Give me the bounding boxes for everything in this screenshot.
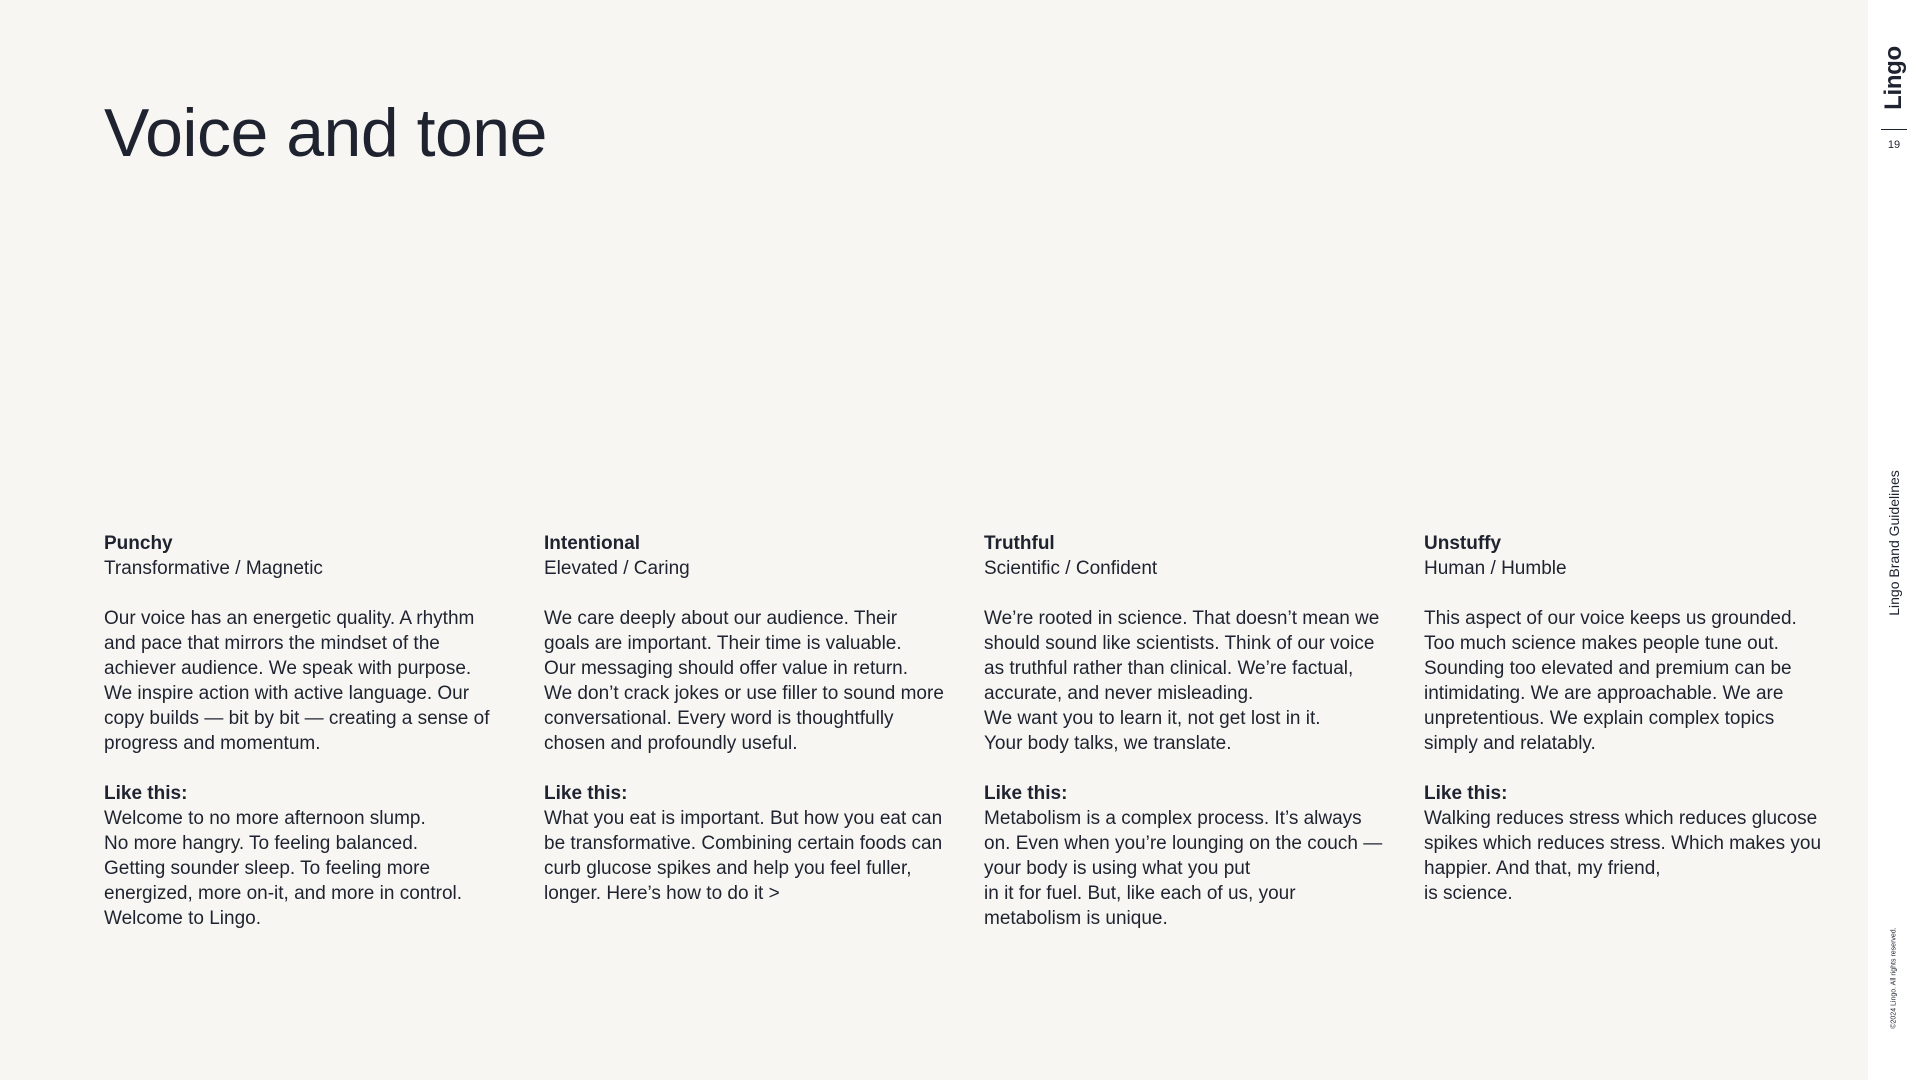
section-label: Lingo Brand Guidelines bbox=[1886, 470, 1902, 616]
column-subtitle: Transformative / Magnetic bbox=[104, 558, 323, 579]
column-title: Punchy bbox=[104, 533, 173, 554]
column-body: This aspect of our voice keeps us grounded. Too much science makes people tune out. Sounding too elevated and premium can be intimidating. We are approachable. We are unpretentious. We explain complex topics simply and relatably. bbox=[1424, 608, 1797, 754]
example-label: Like this: bbox=[104, 783, 188, 804]
example-text: Welcome to no more afternoon slump. No more hangry. To feeling balanced. Getting sounder sleep. To feeling more energized, more on-it, and more in control. Welcome to Lingo. bbox=[104, 808, 463, 929]
example-label: Like this: bbox=[544, 783, 628, 804]
column-title: Unstuffy bbox=[1424, 533, 1502, 554]
column-body: We’re rooted in science. That doesn’t mean we should sound like scientists. Think of our voice as truthful rather than clinical. We’re factual, accurate, and never misleading. We want you to learn it, not get lost in it. Your body talks, we translate. bbox=[984, 608, 1380, 754]
copyright-notice: ©2024 Lingo. All rights reserved. bbox=[1890, 927, 1898, 1029]
column-subtitle: Scientific / Confident bbox=[984, 558, 1158, 579]
page-title: Voice and tone bbox=[104, 95, 547, 171]
sidebar bbox=[1868, 0, 1920, 1080]
example-label: Like this: bbox=[1424, 783, 1508, 804]
voice-column-truthful bbox=[984, 531, 1404, 931]
example-text: What you eat is important. But how you eat can be transformative. Combining certain foods can curb glucose spikes and help you feel fuller, longer. Here’s how to do it > bbox=[544, 808, 943, 904]
voice-column-intentional bbox=[544, 531, 964, 931]
column-subtitle: Elevated / Caring bbox=[544, 558, 690, 579]
column-title: Truthful bbox=[984, 533, 1055, 554]
column-title: Intentional bbox=[544, 533, 641, 554]
example-text: Metabolism is a complex process. It’s always on. Even when you’re lounging on the couch — your body is using what you put in it for fuel. But, like each of us, your metabolism is unique. bbox=[984, 808, 1383, 929]
voice-column-punchy bbox=[104, 531, 524, 931]
page-number: 19 bbox=[1887, 139, 1901, 151]
sidebar-divider bbox=[1881, 129, 1907, 130]
voice-column-unstuffy bbox=[1424, 531, 1844, 931]
brand-logo: Lingo bbox=[1880, 46, 1907, 110]
column-body: We care deeply about our audience. Their goals are important. Their time is valuable. Our messaging should offer value in return. We don’t crack jokes or use filler to sound more conversational. Every word is thoughtfully chosen and profoundly useful. bbox=[544, 608, 944, 754]
example-text: Walking reduces stress which reduces glucose spikes which reduces stress. Which makes you happier. And that, my friend, is science. bbox=[1424, 808, 1822, 904]
column-body: Our voice has an energetic quality. A rhythm and pace that mirrors the mindset of the achiever audience. We speak with purpose. We inspire action with active language. Our copy builds — bit by bit — creating a sense of progress and momentum. bbox=[104, 608, 490, 754]
voice-columns bbox=[104, 531, 1844, 931]
column-subtitle: Human / Humble bbox=[1424, 558, 1567, 579]
example-label: Like this: bbox=[984, 783, 1068, 804]
